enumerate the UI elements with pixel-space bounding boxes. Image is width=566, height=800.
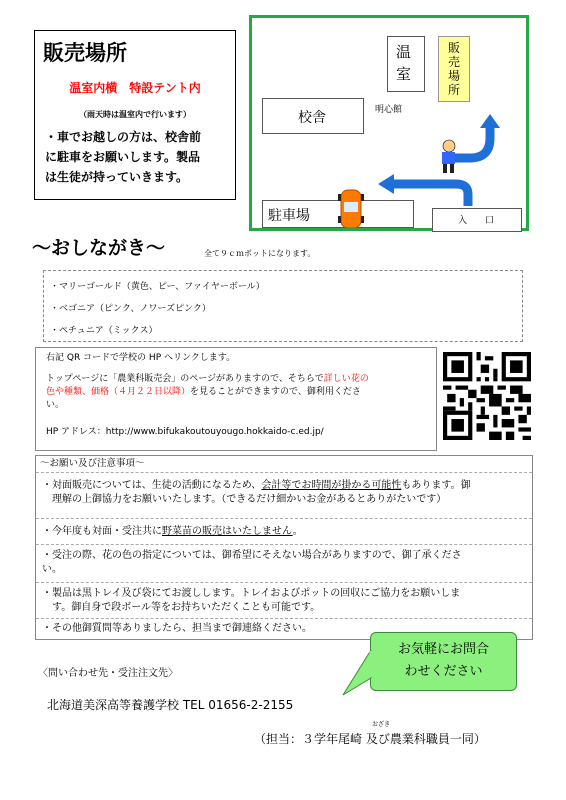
person-icon (442, 140, 455, 173)
sales-spot-label: 売 (448, 55, 461, 69)
hp-highlight: 詳しい花の (323, 374, 369, 384)
arrow-left-head (378, 174, 394, 194)
hp-text: を見ることができますので、御利用くださ (190, 387, 361, 397)
list-item (36, 582, 532, 621)
menu-title: ～おしながき～ (32, 237, 166, 259)
note-line (42, 525, 526, 539)
hp-text: トップページに「農業科販売会」のページがありますので、そちらで (46, 374, 324, 384)
qr-code-icon[interactable] (443, 352, 531, 440)
note-underline: 野菜苗の販売はいたしません (162, 526, 293, 537)
arrow-left-icon (392, 184, 468, 206)
list-item: ・マリーゴールド（黄色、ピー、ファイヤーボール） (50, 282, 265, 292)
hp-address[interactable]: HP アドレス：http://www.bifukakoutouyougo.hokkaido-c.ed.jp/ (46, 427, 324, 437)
notes-box (35, 455, 533, 640)
sales-spot-label: 場 (448, 69, 461, 83)
note-line: ・その他御質問等ありましたら、担当まで御連絡ください。 (42, 623, 312, 634)
rain-note: （雨天時は温室内で行います） (79, 110, 191, 119)
car-icon (338, 190, 364, 228)
map-arrows (252, 18, 526, 228)
note-text: ・今年度も対面・受注共に (42, 526, 162, 537)
note-line: 理解の上御協力をお願いいたします。（できるだけ細かいお金があるとありがたいです） (42, 494, 447, 505)
note-text: 。 (292, 526, 303, 537)
note-underline: 会計等でお時間が掛かる可能性 (261, 480, 402, 491)
entrance-label: 入 口 (458, 216, 495, 226)
arrow-up-head (480, 114, 500, 128)
sales-spot-label: 所 (448, 83, 461, 97)
note-line: い。 (42, 564, 62, 575)
sales-title: 販売場所 (43, 41, 127, 65)
contact-header: 〈問い合わせ先・受注注文先〉 (38, 668, 178, 679)
parking-note-line: に駐車をお願いします。製品 (45, 150, 201, 164)
notes-header: ～お願い及び注意事項～ (40, 458, 145, 469)
menu-list (43, 270, 523, 342)
sales-location-box (34, 30, 236, 200)
school-building-label: 校舎 (298, 110, 326, 126)
menu-note: 全て９ｃｍポットになります。 (204, 249, 316, 258)
sales-spot-label: 販 (448, 41, 461, 55)
callout-tail (340, 650, 380, 698)
inquiry-callout (370, 632, 517, 691)
note-line: ・製品は黒トレイ及び袋にてお渡しします。トレイおよびポットの回収にご協力をお願いしま (42, 588, 461, 599)
list-item (36, 518, 532, 545)
note-line: ・受注の際、花の色の指定については、御希望にそえない場合がありますので、御了承くださ (42, 550, 462, 561)
list-item: ・ペチュニア（ミックス） (50, 326, 158, 336)
parking-note-line: ・車でお越しの方は、校舎前 (45, 130, 202, 144)
staff-contact: （担当：３学年尾崎 及び農業科職員一同） (254, 732, 486, 746)
hp-line: い。 (46, 400, 65, 410)
hp-line (46, 386, 431, 399)
callout-line: わせください (404, 664, 483, 679)
greenhouse-label: 温 (396, 43, 412, 61)
homepage-info (35, 347, 437, 451)
school-phone: 北海道美深高等養護学校 TEL 01656-2-2155 (47, 698, 294, 712)
sales-location: 温室内横 特設テント内 (69, 81, 201, 95)
list-item (36, 544, 532, 583)
list-item (36, 472, 532, 519)
hp-highlight: 色や種類、価格（４月２２日以降） (46, 387, 191, 397)
note-text: ・対面販売については、生徒の活動になるため、 (42, 480, 262, 491)
name-ruby: おざき (372, 721, 391, 728)
list-item: ・ベゴニア（ピンク、ノワーズピンク） (50, 304, 211, 314)
callout-line: お気軽にお問合 (397, 642, 489, 657)
hp-line (46, 373, 431, 386)
note-text: もあります。御 (401, 480, 471, 491)
note-line (42, 479, 526, 493)
note-line: す。御自身で段ボール等をお持ちいただくことも可能です。 (42, 602, 321, 613)
parking-note-line: は生徒が持っていきます。 (45, 170, 189, 184)
campus-map (249, 15, 529, 231)
parking-label: 駐車場 (268, 208, 310, 224)
meishinkan-label: 明心館 (375, 105, 403, 115)
hp-line: 右記 QR コードで学校の HP へリンクします。 (46, 353, 236, 363)
parking-note (45, 127, 231, 187)
greenhouse-label: 室 (396, 65, 412, 83)
